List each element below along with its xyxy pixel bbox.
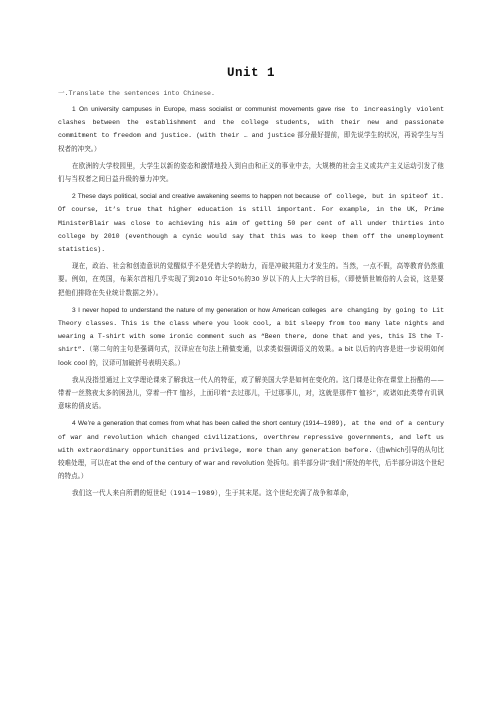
item-4-english [58, 417, 444, 483]
unit-title: Unit 1 [226, 66, 275, 80]
item-1-lead: 1 On university campuses in Europe, mass socialist or communist movements gave rise [72, 106, 346, 113]
item-4-text: —1989), at the end of a century of war and revolution which changed civilizations, overthrew repressive governments, and left us with extraordinary opportunities and privilege, more than any generation before. [58, 420, 445, 454]
item-3-note: （第二句的主句是强调句式，汉译应在句法上稍做变通，以求类似强调语义的效果。a bit 以后的内容是进一步说明如何 look cool 的，汉译可加破折号表明关系。） [58, 345, 444, 367]
item-4-note: （由which引导的从句比较难处理，可以在at the end of the century of war and revolution 处拆句。前半部分讲“我们”所处的年代，后半部分讲这个世纪的特点。） [58, 445, 444, 481]
item-2-lead: 2 These days political, social and creative awakening seems to happen not because [72, 193, 320, 201]
item-2-english [58, 190, 444, 256]
item-1-text: to increasingly violent clashes between the establishment and the college students, with their new and passionate commitment to freedom and justice. (with their … and justice [58, 106, 444, 140]
item-4-chinese: 我们这一代人来自所谓的短世纪（1914－1989），生于其末尾。这个世纪充满了战争和革命， [72, 489, 354, 498]
document-page [58, 0, 444, 501]
item-3-lead: 3 I never hoped to understand the nature of my generation or how American colleges [72, 306, 327, 314]
item-1-english [58, 103, 444, 156]
item-3-chinese: 我从没指望通过上文学理论课来了解我这一代人的特征，或了解美国大学是如何在变化的。这门课是让你在课堂上扮酷的——带着一丝熬夜太多的困劲儿，穿着一件T 恤衫，上面印着“去过那儿，干过那事儿，对，这就是那件T 恤衫”，或诸如此类带有讥讽意味的俏皮话。 [58, 375, 444, 411]
item-2-chinese: 现在，政治、社会和创造意识的觉醒似乎不是凭借大学的助力，而是冲破其阻力才发生的。当然，一点不假，高等教育仍然重要。例如，在英国，布莱尔首相几乎实现了到2010 年让50％的30 岁以下的人上大学的目标，（即使愤世嫉俗的人会说，这是要把他们排除在失业统计数据之外）。 [58, 262, 444, 297]
item-2-text: of college, but in spiteof it. Of course, it’s true that higher education is still important. For example, in the UK, Prime MinisterBlair was close to achieving his aim of getting 50 per cent of all under thirties into college by 2010 (eventhough a cynic would say that this was to keep them off the unemployment statistics). [58, 193, 444, 254]
section-heading: 一.Translate the sentences into Chinese. [58, 90, 215, 97]
item-1-chinese: 在欧洲的大学校园里，大学生以新的姿态和激情地投入到自由和正义的事业中去，大规模的社会主义或共产主义运动引发了他们与当权者之间日益升级的暴力冲突。 [58, 161, 444, 184]
item-3-text: are changing by going to Lit Theory classes. This is the class where you look cool, a bit sleepy from too many late nights and wearing a T-shirt with some ironic comment such as “Been there, done that and yes, this IS the T-shirt”. [58, 306, 444, 354]
item-3-english [58, 304, 444, 370]
item-4-lead: 4 We’re a generation that comes from what has been called the short century (1914 [72, 420, 320, 428]
item-1-note: 部分最好提前，即先说学生的状况，再说学生与当权者的冲突。） [58, 131, 444, 153]
